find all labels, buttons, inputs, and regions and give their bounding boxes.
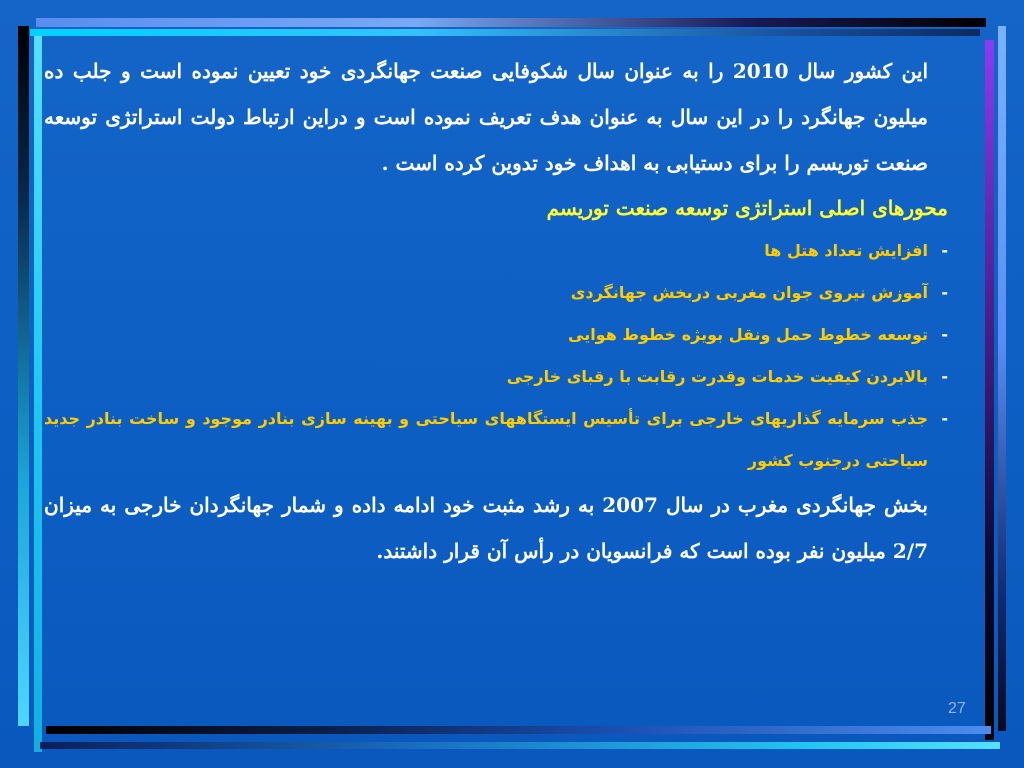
section-heading: محورهای اصلی استراتژی توسعه صنعت توریسم — [546, 196, 948, 220]
list-item-text: توسعه خطوط حمل ونقل بویژه خطوط هوایی — [568, 325, 928, 344]
list-item-text: جذب سرمایه گذاریهای خارجی برای تأسیس ایستگاههای سیاحتی و بهینه سازی بنادر موجود و ساخت بنادر جدید سیاحتی درجنوب کشور — [44, 409, 928, 470]
bullet-list — [44, 230, 948, 482]
bullet-marker: - — [941, 325, 948, 344]
frame-bar-right-inner — [985, 40, 994, 740]
frame-bar-top-inner — [30, 29, 980, 36]
list-item — [44, 230, 948, 272]
list-item — [44, 272, 948, 314]
list-item-text: بالابردن کیفیت خدمات وقدرت رقابت با رقبای خارجی — [506, 367, 928, 386]
list-item — [44, 314, 948, 356]
frame-bar-bottom-inner — [46, 726, 991, 734]
list-item-text: افزایش تعداد هتل ها — [764, 241, 928, 260]
frame-bar-top-outer — [36, 18, 986, 27]
intro-paragraph: این کشور سال 2010 را به عنوان سال شکوفایی صنعت جهانگردی خود تعیین نموده است و جلب ده میلیون جهانگرد را در این سال به عنوان هدف تعریف نموده است و دراین ارتباط دولت استراتژی توسعه صنعت توریسم را برای دستیابی به اهداف خود تدوین کرده است . — [44, 59, 928, 175]
frame-bar-left-outer — [18, 26, 29, 726]
bullet-marker: - — [941, 283, 948, 302]
bullet-marker: - — [941, 241, 948, 260]
closing-paragraph: بخش جهانگردی مغرب در سال 2007 به رشد مثبت خود ادامه داده و شمار جهانگردان خارجی به میزان 2/7 میلیون نفر بوده است که فرانسویان در رأس آن قرار داشتند. — [44, 493, 928, 563]
slide-content — [44, 48, 948, 574]
frame-bar-left-inner — [34, 36, 42, 752]
list-item — [44, 398, 948, 482]
bullet-marker: - — [941, 367, 948, 386]
list-item-text: آموزش نیروی جوان مغربی دربخش جهانگردی — [570, 283, 928, 302]
list-item — [44, 356, 948, 398]
frame-bar-bottom-outer — [40, 742, 1000, 749]
bullet-marker: - — [941, 409, 948, 428]
frame-bar-right-outer — [998, 26, 1006, 731]
page-number: 27 — [948, 700, 966, 717]
